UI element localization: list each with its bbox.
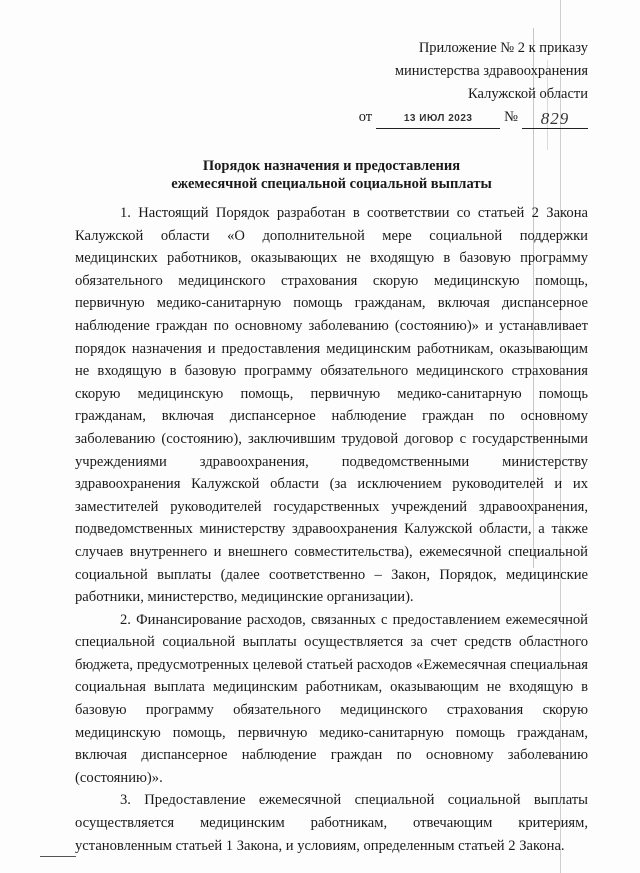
- appendix-line: Приложение № 2 к приказу: [418, 40, 588, 56]
- appendix-header: [328, 37, 588, 129]
- date-prefix: от: [358, 109, 373, 125]
- order-number-handwritten: 829: [522, 109, 588, 129]
- region-line: Калужской области: [468, 86, 588, 102]
- document-title: [75, 157, 588, 193]
- paragraph-2: 2. Финансирование расходов, связанных с предоставлением ежемесячной специальной социальной выплаты осуществляется за счет средств областного бюджета, предусмотренных целевой статьей расходов «Ежемесячная специальная социальная выплата медицинским работникам, оказывающим не входящую в базовую программу обязательного медицинского страхования скорую медицинскую помощь, первичную медико-санитарную помощь гражданам, включая диспансерное наблюдение граждан по основному заболеванию (состоянию)».: [75, 611, 588, 786]
- document-body: [75, 202, 588, 857]
- paragraph-1: 1. Настоящий Порядок разработан в соответствии со статьей 2 Закона Калужской области «О дополнительной мере социальной поддержки медицинских работников, оказывающих не входящую в базовую программу обязательного медицинского страхования скорую медицинскую помощь, первичную медико-санитарную помощь гражданам, включая диспансерное наблюдение граждан по основному заболеванию (состоянию)» и устанавливает порядок назначения и предоставления медицинским работникам, оказывающим не входящую в базовую программу обязательного медицинского страхования скорую медицинскую помощь, первичную медико-санитарную помощь гражданам, включая диспансерное наблюдение граждан по основному заболеванию (состоянию), заключившим трудовой договор с государственными учреждениями здравоохранения, подведомственными министерству здравоохранения Калужской области (за исключением руководителей и их заместителей руководителей государственных учреждений здравоохранения, подведомственных министерству здравоохранения Калужской области, а также случаев внутреннего и внешнего совместительства), ежемесячной специальной социальной выплаты (далее соответственно – Закон, Порядок, медицинские работники, министерство, медицинские организации).: [75, 205, 588, 606]
- scan-artifact-mark: [40, 856, 76, 857]
- paragraph-3: 3. Предоставление ежемесячной специальной социальной выплаты осуществляется медицинским работникам, отвечающим критериям, установленным статьей 1 Закона, и условиям, определенным статьей 2 Закона.: [75, 792, 588, 854]
- title-line: ежемесячной специальной социальной выплаты: [171, 176, 492, 192]
- title-line: Порядок назначения и предоставления: [202, 158, 461, 174]
- order-date-stamp: 13 ИЮЛ 2023: [376, 109, 500, 129]
- ministry-line: министерства здравоохранения: [394, 63, 588, 79]
- number-sign: №: [504, 109, 518, 125]
- order-date-number-row: [328, 106, 588, 129]
